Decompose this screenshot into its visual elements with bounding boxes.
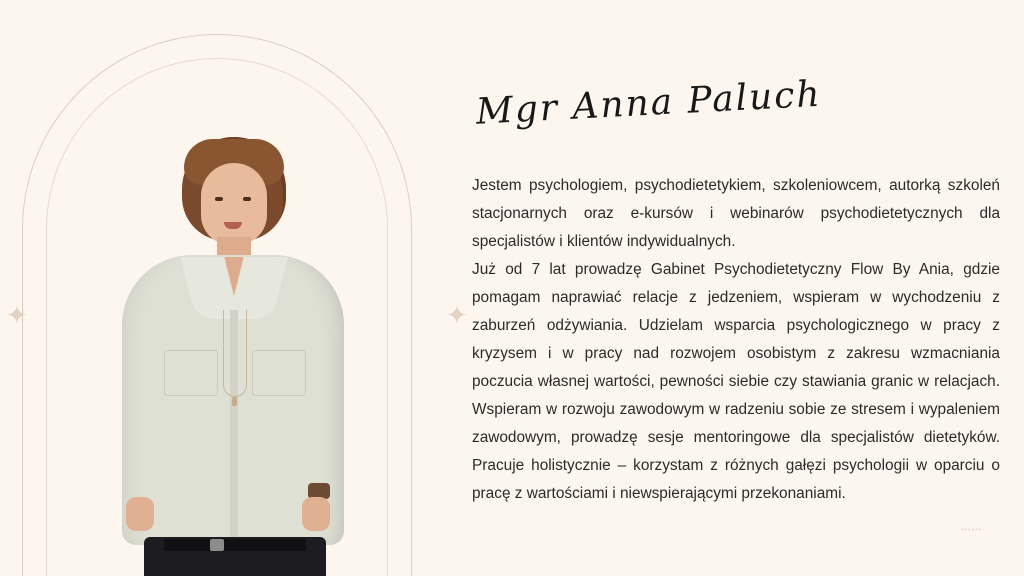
paragraph-2: Już od 7 lat prowadzę Gabinet Psychodietetyczny Flow By Ania, gdzie pomagam naprawiać relacje z jedzeniem, wspieram w wychodzeniu z zaburzeń odżywiania. Udzielam wsparcia psychologicznego w pracy z kryzysem i w pracy nad rozwojem osobistym z zakresu wzmacniania poczucia własnej wartości, pewności siebie czy stawiania granic w relacjach. Wspieram w rozwoju zawodowym w radzeniu sobie ze stresem i wypaleniem zawodowym, prowadzę sesje mentoringowe dla specjalistów dietetyków. Pracuje holistycznie – korzystam z różnych gałęzi psychologii w oparciu o pracę z wartościami i niewspierającymi przekonaniami. xyxy=(472,261,1000,502)
sparkle-icon-middle: ✦ xyxy=(446,300,468,330)
text-panel xyxy=(472,0,1000,576)
hand-right xyxy=(302,497,330,531)
belt xyxy=(164,539,306,551)
watermark: •••••• xyxy=(961,527,982,534)
biography-text xyxy=(472,172,1000,508)
necklace-pendant xyxy=(232,397,237,406)
hand-left xyxy=(126,497,154,531)
face xyxy=(201,163,267,245)
portrait-panel xyxy=(0,0,468,576)
belt-buckle xyxy=(210,539,224,551)
page-title: Mgr Anna Paluch xyxy=(474,73,823,133)
shirt-pocket-right xyxy=(252,350,306,396)
person-illustration xyxy=(60,105,380,576)
shirt-pocket-left xyxy=(164,350,218,396)
eye-right xyxy=(243,197,251,201)
paragraph-1: Jestem psychologiem, psychodietetykiem, szkoleniowcem, autorką szkoleń stacjonarnych oraz e-kursów i webinarów psychodietetycznych dla specjalistów i klientów indywidualnych. xyxy=(472,177,1000,250)
portrait-photo xyxy=(60,105,380,576)
eye-left xyxy=(215,197,223,201)
sparkle-icon-left: ✦ xyxy=(6,300,28,330)
necklace xyxy=(223,310,247,397)
